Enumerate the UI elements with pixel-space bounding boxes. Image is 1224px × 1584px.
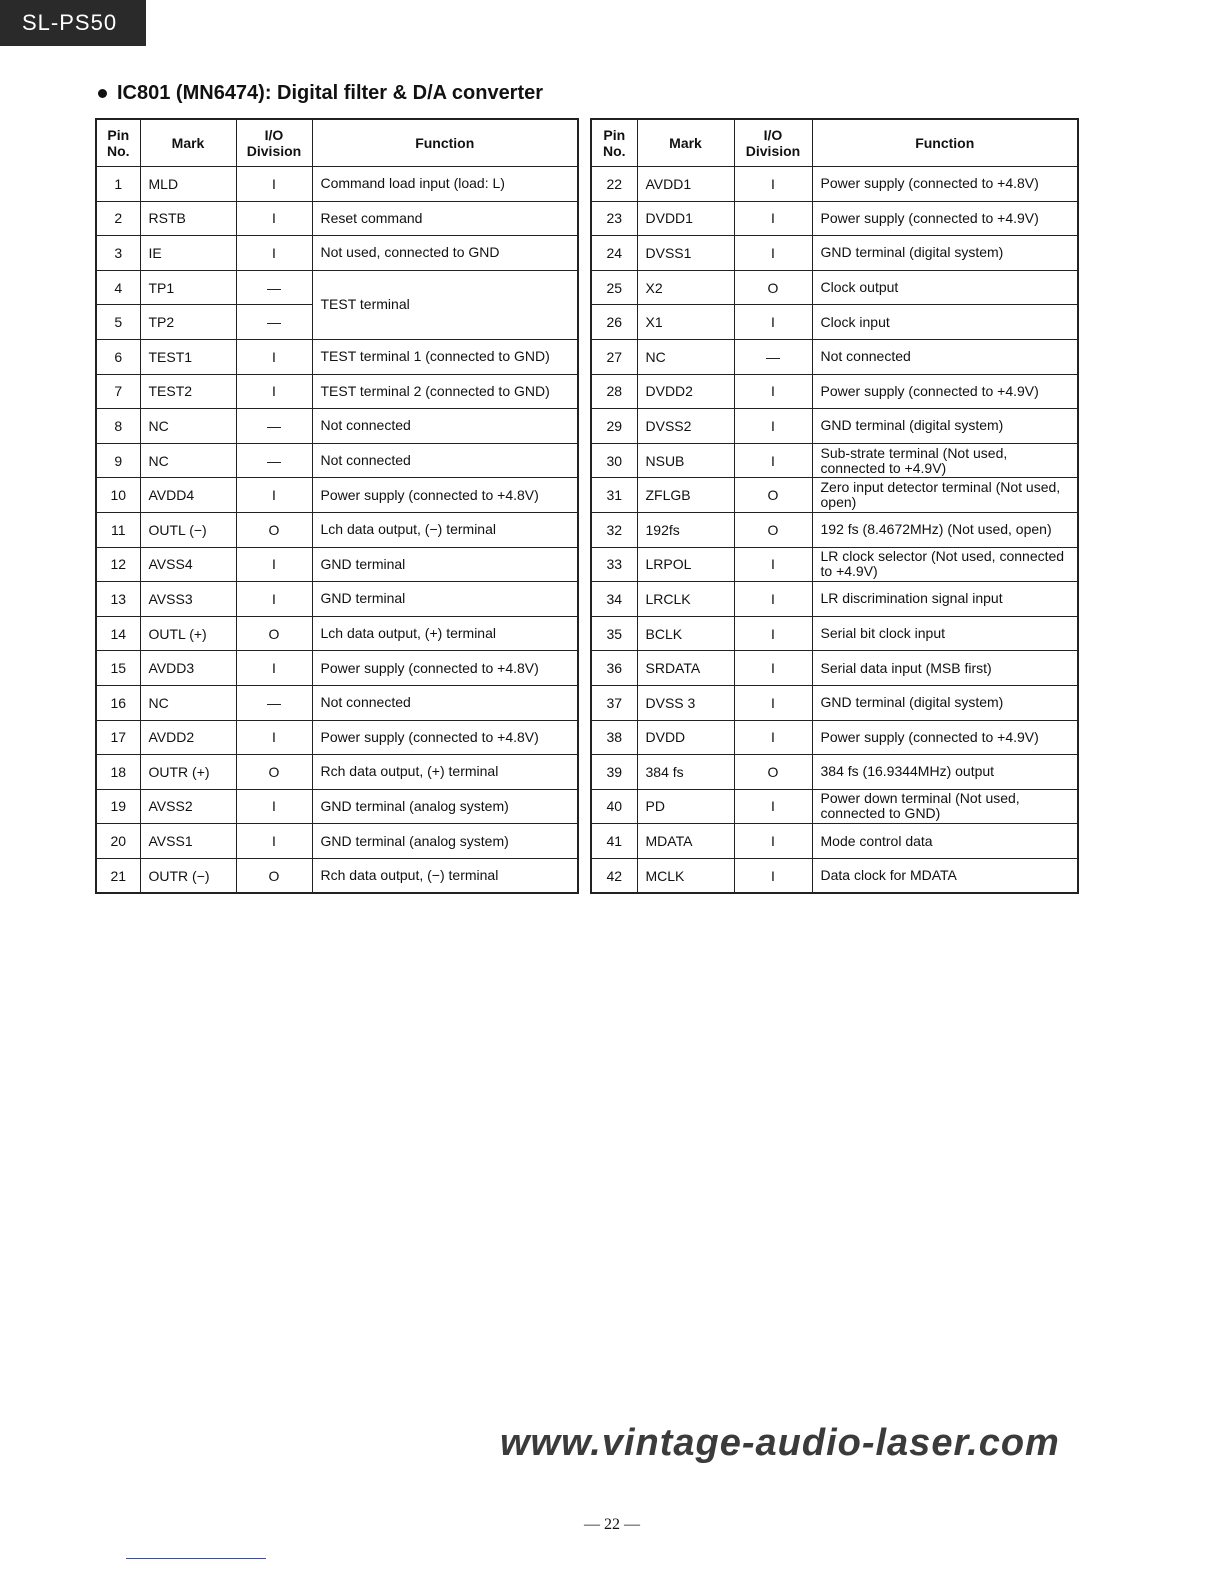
function-cell: Not connected (312, 443, 578, 478)
function-cell: Reset command (312, 201, 578, 236)
header-function: Function (812, 119, 1078, 167)
table-row (591, 547, 1078, 582)
function-cell: Not connected (312, 685, 578, 720)
table-row (96, 824, 578, 859)
pin-number-cell: 26 (591, 305, 637, 340)
mark-cell: LRCLK (637, 582, 734, 617)
pin-number-cell: 16 (96, 685, 140, 720)
mark-cell: NC (140, 443, 236, 478)
io-division-cell: I (236, 478, 312, 513)
io-division-cell: I (236, 374, 312, 409)
function-cell: Not connected (812, 339, 1078, 374)
mark-cell: LRPOL (637, 547, 734, 582)
pin-number-cell: 1 (96, 167, 140, 202)
mark-cell: TEST2 (140, 374, 236, 409)
table-row (591, 651, 1078, 686)
function-cell: TEST terminal (312, 270, 578, 339)
function-cell: GND terminal (analog system) (312, 789, 578, 824)
table-row (591, 167, 1078, 202)
mark-cell: DVSS 3 (637, 685, 734, 720)
mark-cell: 384 fs (637, 755, 734, 790)
pin-number-cell: 20 (96, 824, 140, 859)
io-division-cell: — (734, 339, 812, 374)
pin-number-cell: 13 (96, 582, 140, 617)
io-division-cell: — (236, 270, 312, 305)
mark-cell: OUTR (+) (140, 755, 236, 790)
table-row (591, 824, 1078, 859)
table-row (96, 167, 578, 202)
mark-cell: DVSS1 (637, 236, 734, 271)
table-row (96, 339, 578, 374)
pin-number-cell: 17 (96, 720, 140, 755)
function-cell: LR clock selector (Not used, connected to +4.9V) (812, 547, 1078, 582)
function-cell: Sub-strate terminal (Not used, connected to +4.9V) (812, 443, 1078, 478)
function-cell: Data clock for MDATA (812, 858, 1078, 893)
pin-number-cell: 18 (96, 755, 140, 790)
mark-cell: AVSS4 (140, 547, 236, 582)
table-row (96, 270, 578, 305)
pin-number-cell: 38 (591, 720, 637, 755)
bullet-icon (98, 89, 107, 98)
pin-number-cell: 27 (591, 339, 637, 374)
io-division-cell: — (236, 443, 312, 478)
mark-cell: BCLK (637, 616, 734, 651)
pin-number-cell: 10 (96, 478, 140, 513)
mark-cell: NC (140, 409, 236, 444)
table-row (591, 616, 1078, 651)
mark-cell: IE (140, 236, 236, 271)
mark-cell: NC (637, 339, 734, 374)
mark-cell: TP1 (140, 270, 236, 305)
io-division-cell: I (734, 409, 812, 444)
table-row (96, 685, 578, 720)
io-division-cell: O (734, 478, 812, 513)
function-cell: Power supply (connected to +4.9V) (812, 201, 1078, 236)
pin-table-right (590, 118, 1079, 894)
pin-number-cell: 37 (591, 685, 637, 720)
pin-number-cell: 15 (96, 651, 140, 686)
function-cell: GND terminal (analog system) (312, 824, 578, 859)
model-badge: SL-PS50 (0, 0, 146, 46)
io-division-cell: O (236, 512, 312, 547)
table-row (96, 651, 578, 686)
function-cell: TEST terminal 1 (connected to GND) (312, 339, 578, 374)
pin-number-cell: 32 (591, 512, 637, 547)
mark-cell: MLD (140, 167, 236, 202)
function-cell: GND terminal (digital system) (812, 409, 1078, 444)
pin-number-cell: 19 (96, 789, 140, 824)
function-cell: Lch data output, (+) terminal (312, 616, 578, 651)
mark-cell: AVDD1 (637, 167, 734, 202)
mark-cell: ZFLGB (637, 478, 734, 513)
pin-number-cell: 30 (591, 443, 637, 478)
pin-number-cell: 40 (591, 789, 637, 824)
mark-cell: TEST1 (140, 339, 236, 374)
pin-number-cell: 7 (96, 374, 140, 409)
io-division-cell: I (734, 167, 812, 202)
watermark-url: www.vintage-audio-laser.com (500, 1422, 1060, 1464)
table-row (591, 478, 1078, 513)
mark-cell: AVDD4 (140, 478, 236, 513)
io-division-cell: O (734, 755, 812, 790)
pin-number-cell: 2 (96, 201, 140, 236)
mark-cell: OUTR (−) (140, 858, 236, 893)
function-cell: Clock output (812, 270, 1078, 305)
pin-number-cell: 21 (96, 858, 140, 893)
io-division-cell: O (236, 616, 312, 651)
pin-number-cell: 6 (96, 339, 140, 374)
pin-number-cell: 8 (96, 409, 140, 444)
function-cell: Rch data output, (+) terminal (312, 755, 578, 790)
function-cell: Power supply (connected to +4.9V) (812, 374, 1078, 409)
mark-cell: OUTL (+) (140, 616, 236, 651)
pin-number-cell: 4 (96, 270, 140, 305)
bottom-rule (126, 1558, 266, 1559)
header-mark: Mark (140, 119, 236, 167)
table-row (591, 374, 1078, 409)
pin-number-cell: 29 (591, 409, 637, 444)
function-cell: Clock input (812, 305, 1078, 340)
table-row (96, 547, 578, 582)
table-row (591, 755, 1078, 790)
pin-table-left (95, 118, 579, 894)
function-cell: 192 fs (8.4672MHz) (Not used, open) (812, 512, 1078, 547)
io-division-cell: I (734, 858, 812, 893)
io-division-cell: I (236, 167, 312, 202)
table-row (591, 582, 1078, 617)
function-cell: Power supply (connected to +4.8V) (312, 478, 578, 513)
table-row (96, 755, 578, 790)
io-division-cell: I (236, 720, 312, 755)
function-cell: Rch data output, (−) terminal (312, 858, 578, 893)
table-row (591, 443, 1078, 478)
table-row (591, 270, 1078, 305)
pin-number-cell: 14 (96, 616, 140, 651)
io-division-cell: — (236, 685, 312, 720)
pin-number-cell: 39 (591, 755, 637, 790)
io-division-cell: I (734, 720, 812, 755)
mark-cell: DVDD1 (637, 201, 734, 236)
function-cell: Serial data input (MSB first) (812, 651, 1078, 686)
header-pin-no: Pin No. (591, 119, 637, 167)
table-row (96, 858, 578, 893)
section-title (98, 82, 543, 105)
io-division-cell: I (734, 443, 812, 478)
pin-number-cell: 25 (591, 270, 637, 305)
mark-cell: AVDD2 (140, 720, 236, 755)
pin-number-cell: 28 (591, 374, 637, 409)
pin-number-cell: 34 (591, 582, 637, 617)
io-division-cell: O (734, 270, 812, 305)
mark-cell: 192fs (637, 512, 734, 547)
function-cell: GND terminal (digital system) (812, 236, 1078, 271)
io-division-cell: I (734, 824, 812, 859)
pin-number-cell: 5 (96, 305, 140, 340)
io-division-cell: I (734, 201, 812, 236)
table-row (591, 685, 1078, 720)
pin-number-cell: 11 (96, 512, 140, 547)
function-cell: Lch data output, (−) terminal (312, 512, 578, 547)
pin-number-cell: 36 (591, 651, 637, 686)
io-division-cell: I (734, 789, 812, 824)
mark-cell: SRDATA (637, 651, 734, 686)
function-cell: Serial bit clock input (812, 616, 1078, 651)
io-division-cell: O (236, 858, 312, 893)
table-row (96, 478, 578, 513)
io-division-cell: I (236, 547, 312, 582)
pin-number-cell: 12 (96, 547, 140, 582)
mark-cell: AVSS3 (140, 582, 236, 617)
table-row (96, 720, 578, 755)
table-row (96, 374, 578, 409)
function-cell: Command load input (load: L) (312, 167, 578, 202)
header-io-division: I/O Division (236, 119, 312, 167)
io-division-cell: — (236, 409, 312, 444)
io-division-cell: O (236, 755, 312, 790)
table-row (591, 339, 1078, 374)
pin-number-cell: 22 (591, 167, 637, 202)
mark-cell: AVDD3 (140, 651, 236, 686)
table-row (591, 789, 1078, 824)
io-division-cell: I (734, 616, 812, 651)
io-division-cell: O (734, 512, 812, 547)
pin-number-cell: 41 (591, 824, 637, 859)
io-division-cell: I (734, 547, 812, 582)
function-cell: Power supply (connected to +4.8V) (812, 167, 1078, 202)
mark-cell: DVDD (637, 720, 734, 755)
pin-number-cell: 23 (591, 201, 637, 236)
pin-number-cell: 9 (96, 443, 140, 478)
function-cell: Power supply (connected to +4.8V) (312, 651, 578, 686)
function-cell: Not used, connected to GND (312, 236, 578, 271)
mark-cell: OUTL (−) (140, 512, 236, 547)
page-number: — 22 — (584, 1516, 640, 1533)
mark-cell: DVDD2 (637, 374, 734, 409)
function-cell: TEST terminal 2 (connected to GND) (312, 374, 578, 409)
io-division-cell: I (236, 824, 312, 859)
table-row (591, 720, 1078, 755)
function-cell: Mode control data (812, 824, 1078, 859)
function-cell: LR discrimination signal input (812, 582, 1078, 617)
section-title-text: IC801 (MN6474): Digital filter & D/A converter (117, 82, 544, 104)
io-division-cell: — (236, 305, 312, 340)
mark-cell: MCLK (637, 858, 734, 893)
io-division-cell: I (734, 305, 812, 340)
mark-cell: NC (140, 685, 236, 720)
mark-cell: PD (637, 789, 734, 824)
pin-number-cell: 42 (591, 858, 637, 893)
io-division-cell: I (236, 789, 312, 824)
pin-number-cell: 24 (591, 236, 637, 271)
table-row (96, 616, 578, 651)
function-cell: Power supply (connected to +4.9V) (812, 720, 1078, 755)
pin-number-cell: 33 (591, 547, 637, 582)
io-division-cell: I (734, 651, 812, 686)
function-cell: GND terminal (digital system) (812, 685, 1078, 720)
pin-number-cell: 31 (591, 478, 637, 513)
table-row (96, 201, 578, 236)
table-row (96, 789, 578, 824)
io-division-cell: I (236, 651, 312, 686)
pin-number-cell: 35 (591, 616, 637, 651)
table-row (96, 409, 578, 444)
table-row (591, 236, 1078, 271)
mark-cell: AVSS2 (140, 789, 236, 824)
table-row (591, 409, 1078, 444)
io-division-cell: I (236, 236, 312, 271)
pin-number-cell: 3 (96, 236, 140, 271)
io-division-cell: I (236, 201, 312, 236)
io-division-cell: I (236, 339, 312, 374)
mark-cell: AVSS1 (140, 824, 236, 859)
mark-cell: RSTB (140, 201, 236, 236)
function-cell: GND terminal (312, 547, 578, 582)
mark-cell: MDATA (637, 824, 734, 859)
function-cell: Zero input detector terminal (Not used, open) (812, 478, 1078, 513)
io-division-cell: I (734, 374, 812, 409)
mark-cell: X1 (637, 305, 734, 340)
io-division-cell: I (734, 236, 812, 271)
mark-cell: NSUB (637, 443, 734, 478)
io-division-cell: I (734, 685, 812, 720)
mark-cell: TP2 (140, 305, 236, 340)
table-row (591, 201, 1078, 236)
table-row (591, 512, 1078, 547)
header-pin-no: Pin No. (96, 119, 140, 167)
function-cell: Not connected (312, 409, 578, 444)
function-cell: Power down terminal (Not used, connected to GND) (812, 789, 1078, 824)
header-io-division: I/O Division (734, 119, 812, 167)
table-row (96, 443, 578, 478)
mark-cell: DVSS2 (637, 409, 734, 444)
table-row (591, 305, 1078, 340)
mark-cell: X2 (637, 270, 734, 305)
header-function: Function (312, 119, 578, 167)
function-cell: Power supply (connected to +4.8V) (312, 720, 578, 755)
function-cell: GND terminal (312, 582, 578, 617)
header-mark: Mark (637, 119, 734, 167)
table-row (591, 858, 1078, 893)
io-division-cell: I (236, 582, 312, 617)
io-division-cell: I (734, 582, 812, 617)
function-cell: 384 fs (16.9344MHz) output (812, 755, 1078, 790)
table-row (96, 582, 578, 617)
table-row (96, 512, 578, 547)
table-row (96, 236, 578, 271)
